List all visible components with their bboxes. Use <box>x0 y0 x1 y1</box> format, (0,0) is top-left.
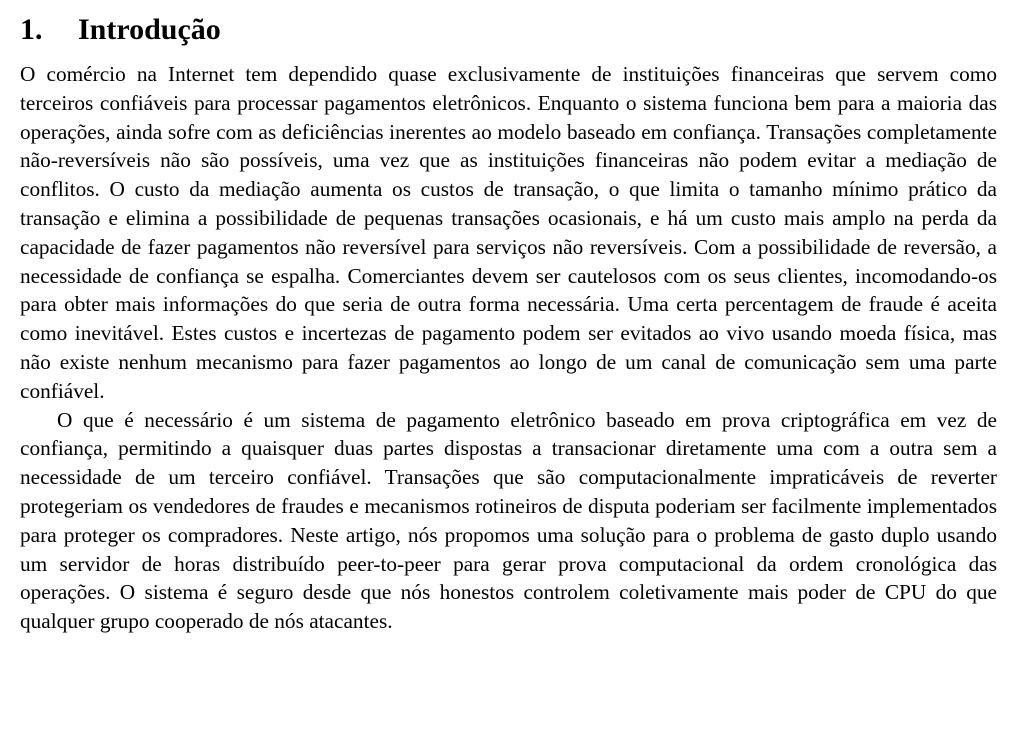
paragraph-1: O comércio na Internet tem dependido quase exclusivamente de instituições financeiras que servem como terceiros confiáveis para processar pagamentos eletrônicos. Enquanto o sistema funciona bem para a maioria das operações, ainda sofre com as deficiências inerentes ao modelo baseado em confiança. Transações completamente não-reversíveis não são possíveis, uma vez que as instituições financeiras não podem evitar a mediação de conflitos. O custo da mediação aumenta os custos de transação, o que limita o tamanho mínimo prático da transação e elimina a possibilidade de pequenas transações ocasionais, e há um custo mais amplo na perda da capacidade de fazer pagamentos não reversível para serviços não reversíveis. Com a possibilidade de reversão, a necessidade de confiança se espalha. Comerciantes devem ser cautelosos com os seus clientes, incomodando-os para obter mais informações do que seria de outra forma necessária. Uma certa percentagem de fraude é aceita como inevitável. Estes custos e incertezas de pagamento podem ser evitados ao vivo usando moeda física, mas não existe nenhum mecanismo para fazer pagamentos ao longo de um canal de comunicação sem uma parte confiável. <box>20 62 997 403</box>
paragraph-2: O que é necessário é um sistema de pagamento eletrônico baseado em prova criptográfica em vez de confiança, permitindo a quaisquer duas partes dispostas a transacionar diretamente uma com a outra sem a necessidade de um terceiro confiável. Transações que são computacionalmente impraticáveis de reverter protegeriam os vendedores de fraudes e mecanismos rotineiros de disputa poderiam ser facilmente implementados para proteger os compradores. Neste artigo, nós propomos uma solução para o problema de gasto duplo usando um servidor de horas distribuído peer-to-peer para gerar prova computacional da ordem cronológica das operações. O sistema é seguro desde que nós honestos controlem coletivamente mais poder de CPU do que qualquer grupo cooperado de nós atacantes. <box>20 407 997 634</box>
section-title: Introdução <box>78 13 221 46</box>
section-heading <box>20 10 997 50</box>
section-number: 1. <box>20 13 43 46</box>
document-page <box>20 10 997 636</box>
